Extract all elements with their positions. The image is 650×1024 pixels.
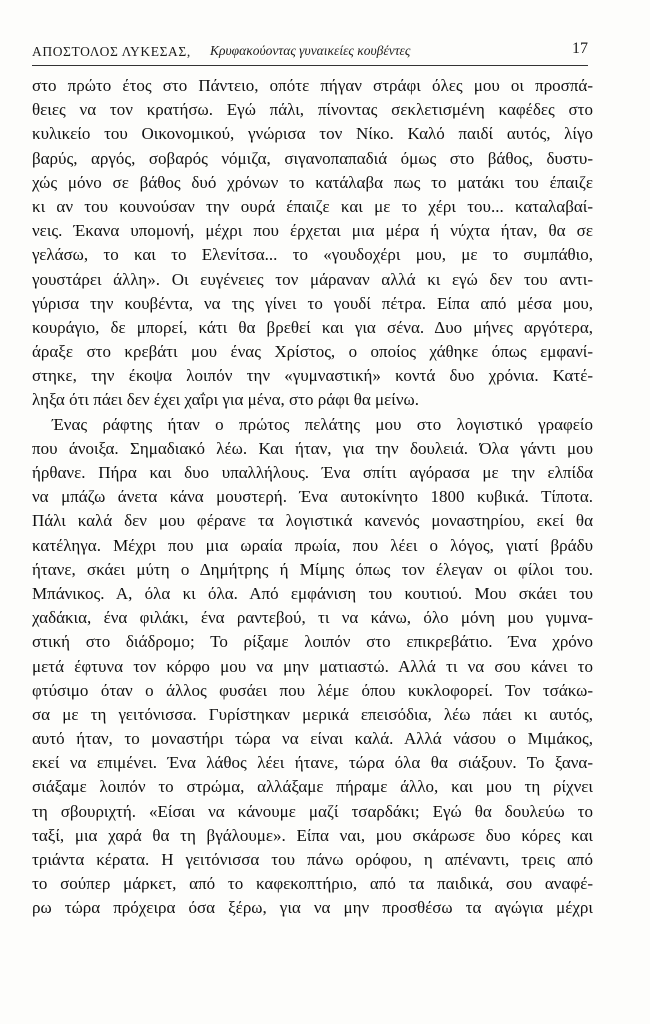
text-line: να μπάζω άνετα κάνα μουστερή. Ένα αυτοκίνητο 1800 κυβικά. Τίποτα. [32,487,593,507]
text-line: γύρισα την κουβέντα, να της γίνει το γουδί πέτρα. Είπα από μέσα μου, [32,293,593,313]
paragraph [32,413,593,921]
text-line: τη σβουριχτή. «Είσαι να κάνουμε μαζί τσαρδάκι; Εγώ θα δουλεύω το [32,801,593,821]
text-line: άραξε στο κρεβάτι μου ένας Χρίστος, ο οποίος χάθηκε όπως εμφανί- [32,342,593,362]
paragraph [32,74,593,413]
text-line: το σούπερ μάρκετ, από το καφεκοπτήριο, από τα παιδικά, σου αναφέ- [32,874,593,894]
text-line: σιάξαμε λοιπόν το στρώμα, αλλάξαμε πήραμε άλλο, και μου τη ρίχνει [32,777,593,797]
text-line: βαρύς, αργός, σοβαρός νόμιζα, σιγανοπαπαδιά όμως στο βάθος, δυστυ- [32,148,593,168]
text-line: Ένας ράφτης ήταν ο πρώτος πελάτης μου στο λογιστικό γραφείο [52,414,593,434]
text-line: χώς μόνο σε βάθος δυό χρόνων το κατάλαβα πως το ματάκι του έπαιζε [32,172,593,192]
page-number: 17 [572,40,588,57]
text-line: εκεί να επιμένει. Ένα λάθος λέει ήτανε, τώρα όλα θα σιάξουν. Το ξανα- [32,753,593,773]
text-line: τριάντα κέρατα. Η γειτόνισσα του πάνω ορόφου, η απέναντι, τρεις από [32,850,593,869]
header-rule [32,65,588,66]
text-line: που άνοιξα. Σημαδιακό λέω. Και ήταν, για την δουλειά. Όλα γάντι μου [32,438,593,458]
text-line: χαδάκια, ένα φιλάκι, ένα ραντεβού, τι να κάνω, όλο μόνη μου γυμνα- [32,608,593,628]
text-line: κι αν του κουνούσαν την ουρά έπαιζε και με το χέρι του... καταλαβαί- [32,196,593,216]
text-line: σα με τη γειτόνισσα. Γυρίστηκαν μερικά επεισόδια, λέω πάει κι αυτός, [32,704,593,724]
text-line: γουστάρει άλλη». Οι ευγένειες τον μάραναν αλλά κι εγώ δεν του αντι- [32,269,593,289]
text-line: ήτανε, σκάει μύτη ο Δημήτρης ή Μίμης όπως τον έλεγαν οι φίλοι του. [32,559,593,579]
text-line: αυτό ήταν, το μοναστήρι τώρα να είναι καλά. Αλλά νάσου ο Μιμάκος, [32,729,593,749]
text-line: ληξα ότι πάει δεν έχει χαΐρι για μένα, στο ράφι θα μείνω. [32,390,419,410]
running-head-author: ΑΠΟΣΤΟΛΟΣ ΛΥΚΕΣΑΣ, [32,44,191,59]
text-line: Πάλι καλά δεν μου φέρανε τα λογιστικά κανενός μοναστηρίου, εκεί θα [32,511,593,531]
text-line: γελάσω, το και το Ελενίτσα... το «γουδοχέρι μου, με το συμπάθιο, [32,245,593,265]
text-line: ρω τώρα πρόχειρα όσα ξέρω, για να μην προσθέσω τα αγώγια μέχρι [32,898,593,918]
running-head-title: Κρυφακούοντας γυναικείες κουβέντες [210,43,411,58]
text-line: μετά έφτυνα τον κόρφο μου να μην ματιαστώ. Αλλά τι να σου κάνει το [32,656,593,676]
text-line: ήρθανε. Πήρα και δυο υπαλλήλους. Ένα σπίτι αγόρασα με την ελπίδα [32,463,593,482]
text-line: στηκε, την έκοψα λοιπόν την «γυμναστική» κοντά δυο χρόνια. Κατέ- [32,366,593,386]
text-line: κουράγιο, δε μπορεί, κάτι θα βρεθεί και για σένα. Δυο μήνες αργότερα, [32,317,593,337]
text-line: θειες να τον κρατήσω. Εγώ πάλι, πίνοντας σεκλετισμένη καφέδες στο [32,100,593,120]
text-line: στο πρώτο έτος στο Πάντειο, οπότε πήγαν στράφι όλες μου οι προσπά- [32,76,593,95]
text-line: κυλικείο του Οικονομικού, γνώρισα τον Νίκο. Καλό παιδί αυτός, λίγο [32,124,593,144]
text-line: νεις. Έκανα υπομονή, μέχρι που έρχεται μια μέρα ή νύχτα ήταν, θα σε [32,221,593,241]
text-line: ταξί, μια χαρά θα τη βγάλουμε». Είπα ναι, μου σκάρωσε δυο κόρες και [32,825,593,845]
body-text [32,74,593,921]
text-line: φτύσιμο όταν ο άλλος φυσάει που λέμε όπου κυκλοφορεί. Τον τσάκω- [32,680,593,700]
text-line: στική στο διάδρομο; Το ρίξαμε λοιπόν στο επικρεβάτιο. Ένα χρόνο [32,632,593,652]
text-line: κατέληγα. Μέχρι που μια ωραία πρωία, που λέει ο λόγος, γιατί βράδυ [32,535,593,555]
running-head [32,40,588,62]
text-line: Μπάνικος. Α, όλα κι όλα. Από εμφάνιση του κουτιού. Μου σκάει του [32,583,593,603]
